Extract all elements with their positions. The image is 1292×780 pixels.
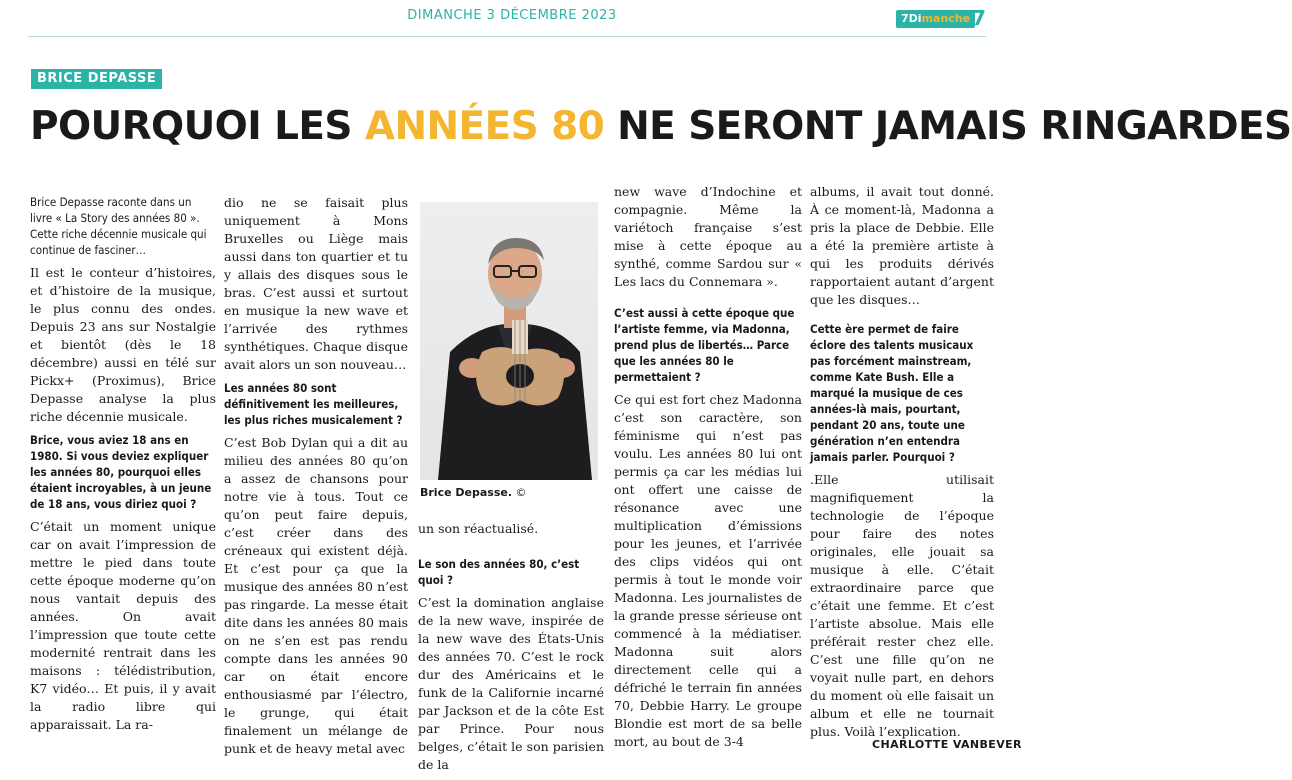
- logo-right: manche: [921, 12, 971, 25]
- man-with-guitar-image: [420, 202, 598, 480]
- article-column-4: [614, 183, 802, 757]
- author-signature: CHARLOTTE VANBEVER: [872, 738, 1022, 751]
- paragraph: dio ne se faisait plus uniquement à Mons Bruxelles ou Liège mais aussi dans ton quartier et tu y allais des disques sous le bras. C’est aussi et surtout en musique la new wave et l’arrivée des rythmes synthétiques. Chaque disque avait alors un son nouveau…: [224, 195, 408, 372]
- article-headline: [30, 104, 1292, 150]
- interview-question: Le son des années 80, c’est quoi ?: [418, 557, 580, 587]
- interview-question: Brice, vous aviez 18 ans en 1980. Si vous deviez expliquer les années 80, pourquoi elles étaient incroyables, à un jeune de 18 ans, vous diriez quoi ?: [30, 433, 212, 511]
- article-column-1: [30, 194, 216, 740]
- caption-name: Brice Depasse.: [420, 486, 513, 499]
- paragraph: C’est la domination anglaise de la new wave, inspirée de la new wave des États-Unis des années 70. C’est le rock dur des Américains et le funk de la Californie incarné par Jackson et de la côte Est par Prince. Pour nous belges, c’était le son parisien de la: [418, 595, 604, 772]
- paragraph: Ce qui est fort chez Madonna c’est son caractère, son féminisme qui n’est pas voulu. Les années 80 lui ont permis ça car les médias lui ont offert une caisse de résonance avec une multiplication d’émissions pour les jeunes, et l’arrivée des clips vidéos qui ont permis à tout le monde voir Madonna. Les journalistes de la grande presse sérieuse ont commencé à la médiatiser. Madonna suit alors directement celle qui a défriché le terrain fin années 70, Debbie Harry. Le groupe Blondie est mort de sa belle mort, au bout de 3-4: [614, 392, 802, 749]
- photo-caption: [420, 486, 527, 499]
- page-date: DIMANCHE 3 DÉCEMBRE 2023: [407, 8, 617, 23]
- headline-part-2: NE SERONT JAMAIS RINGARDES: [604, 104, 1292, 149]
- interview-question: C’est aussi à cette époque que l’artiste femme, via Madonna, prend plus de libertés… Parce que les années 80 le permettaient ?: [614, 306, 795, 384]
- article-lead: Brice Depasse raconte dans un livre « La Story des années 80 ». Cette riche décennie musicale qui continue de fasciner…: [30, 195, 207, 257]
- paragraph: C’était un moment unique car on avait l’impression de mettre le pied dans toute cette époque moderne qu’on nous vantait depuis des années. On avait l’impression que toute cette modernité rentrait dans les maisons : télédistribution, K7 vidéo… Et puis, il y avait la radio libre qui apparaissait. La ra-: [30, 519, 216, 732]
- headline-part-1: POURQUOI LES: [30, 104, 365, 149]
- newspaper-logo: [896, 10, 975, 28]
- copyright-icon: ©: [515, 486, 527, 499]
- interview-question: Cette ère permet de faire éclore des talents musicaux pas forcément mainstream, comme Kate Bush. Elle a marqué la musique de ces années-là mais, pourtant, pendant 20 ans, toute une génération n’en entendra jamais parler. Pourquoi ?: [810, 322, 974, 464]
- paragraph: Il est le conteur d’histoires, et d’histoire de la musique, le plus connu des ondes. Depuis 23 ans sur Nostalgie et bientôt (dès le 18 décembre) aussi en télé sur Pickx+ (Proximus), Brice Depasse analyse la plus riche décennie musicale.: [30, 265, 216, 424]
- article-column-2: [224, 194, 408, 764]
- paragraph: C’est Bob Dylan qui a dit au milieu des années 80 qu’on a assez de chansons pour notre vie à tous. Tout ce qu’on peut faire depuis, c’est créer dans des créneaux qui existent déjà. Et c’est pour ça que la musique des années 80 n’est pas ringarde. La messe était dite dans les années 80 mais on ne s’en est pas rendu compte dans les années 90 car on était encore enthousiasmé par l’électro, le grunge, qui était finalement un mélange de punk et de heavy metal avec: [224, 435, 408, 756]
- header-divider: [28, 36, 986, 37]
- interview-question: Les années 80 sont définitivement les meilleures, les plus riches musicalement ?: [224, 381, 403, 427]
- portrait-photo: [420, 202, 598, 480]
- article-kicker: BRICE DEPASSE: [31, 69, 162, 89]
- paragraph: un son réactualisé.: [418, 521, 539, 536]
- paragraph: new wave d’Indochine et compagnie. Même la variétoch française s’est mise à cette époque au synthé, comme Sardou sur « Les lacs du Connemara ».: [614, 184, 802, 289]
- logo-left: 7Di: [901, 12, 922, 25]
- paragraph: albums, il avait tout donné. À ce moment-là, Madonna a pris la place de Debbie. Elle a été la première artiste à qui les produits dérivés rapportaient autant d’argent que les disques…: [810, 184, 994, 307]
- column-3-text: [418, 520, 604, 780]
- paragraph: .Elle utilisait magnifiquement la technologie de l’époque pour faire des notes originales, elle jouait sa musique à elle. C’était extraordinaire parce que c’était une femme. Et c’est l’artiste absolue. Mais elle préférait rester chez elle. C’est une fille qu’on ne voyait nulle part, en dehors du moment où elle faisait un album et elle ne tournait plus. Voilà l’explication.: [810, 472, 994, 739]
- article-column-5: [810, 183, 994, 747]
- headline-highlight: ANNÉES 80: [364, 104, 605, 149]
- page-number: 7: [972, 6, 986, 30]
